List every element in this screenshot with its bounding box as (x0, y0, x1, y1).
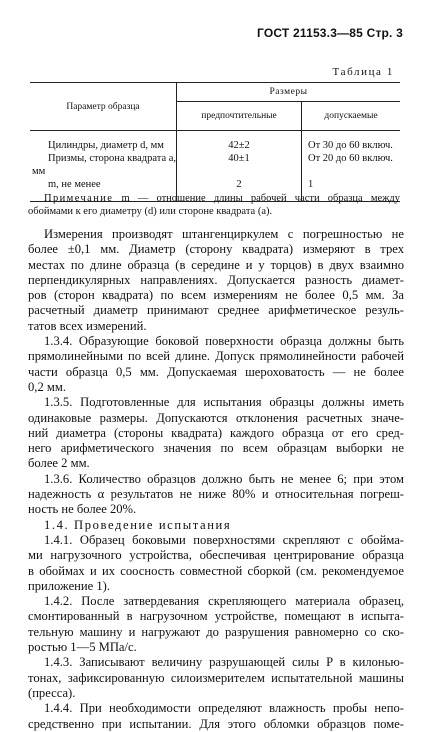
body-line: 1.4.1. Образец боковыми поверхностями скрепляют с обойма- (44, 532, 404, 547)
allowed-value: От 20 до 60 включ. (308, 153, 393, 164)
body-line: более 2 мм. (28, 456, 90, 471)
body-line: 1.4.3. Записывают величину разрушающей силы P в килонью- (44, 655, 404, 670)
body-line: него арифметического значения по всем образцам выборки не (28, 441, 404, 456)
param-line: Цилиндры, диаметр d, мм (48, 140, 164, 151)
sizes-column-header: Размеры (177, 83, 400, 102)
preferred-value (177, 165, 301, 178)
body-line: в обоймах и их соосность совместной сборкой (см. рекомендуемое (28, 563, 404, 578)
allowed-value: От 30 до 60 включ. (308, 140, 393, 151)
body-line: ростью 1—5 МПа/с. (28, 640, 137, 655)
body-line: приложение 1). (28, 578, 111, 593)
body-line: ров (сторон квадрата) по всем измерениям не более 0,5 мм. За (28, 288, 404, 303)
table-row (30, 131, 400, 202)
allowed-value (308, 165, 400, 178)
body-line: части образца 0,5 мм. Допускаемая шероховатость — не более (28, 364, 404, 379)
body-line: местах по длине образца (в середине и у торцов) в двух взаимно (28, 257, 404, 272)
param-cell (30, 131, 177, 202)
param-line: Призмы, сторона квадрата a, (48, 153, 177, 164)
body-line: прямолинейными по всей длине. Допуск прямолинейности рабочей (28, 349, 404, 364)
allowed-column-header: допускаемые (302, 102, 400, 131)
body-line: тельную машину и нагружают до разрушения равномерно со ско- (28, 624, 404, 639)
preferred-value: 40±1 (228, 153, 250, 164)
page-header: ГОСТ 21153.3—85 Стр. 3 (256, 26, 403, 40)
table-caption: Таблица 1 (332, 66, 394, 78)
parameters-table (30, 82, 400, 202)
body-line: расчетный диаметр принимают среднее арифметическое резуль- (28, 303, 404, 318)
note-text: m — отношение длины рабочей части образца между (121, 193, 400, 204)
body-line: средственно при испытании. Для этого обломки образцов поме- (28, 716, 404, 731)
table-note (28, 192, 400, 218)
body-line: (пресса). (28, 685, 76, 700)
body-line: надежность α результатов не ниже 80% и относительная погреш- (28, 487, 404, 502)
body-line: 1.3.6. Количество образцов должно быть не менее 6; при этом (44, 471, 404, 486)
body-line: 1.3.5. Подготовленные для испытания образцы должны иметь (44, 395, 404, 410)
body-line: одинаковые размеры. Допускаются отклонения расчетных значе- (28, 410, 404, 425)
body-line: смонтированный в нагрузочном устройстве, помещают в испыта- (28, 609, 404, 624)
preferred-cell (177, 131, 302, 202)
body-line: 1.4.4. При необходимости определяют влажность пробы непо- (44, 701, 404, 716)
body-line: перпендикулярных направлениях. Допускается разность диамет- (28, 272, 404, 287)
allowed-cell (302, 131, 400, 202)
preferred-column-header: предпочтительные (177, 102, 302, 131)
body-line: тонах, зафиксированную силоизмерителем испытательной машины (28, 670, 404, 685)
body-line: ний диаметра (стороны квадрата) каждого образца от его сред- (28, 425, 404, 440)
body-line: 1.3.4. Образующие боковой поверхности образца должны быть (44, 334, 404, 349)
note-label: Примечание (44, 193, 114, 204)
body-line: татов всех измерений. (28, 318, 147, 333)
param-line: мм (32, 166, 46, 177)
body-line: 0,2 мм. (28, 379, 66, 394)
param-column-header: Параметр образца (30, 83, 177, 131)
note-text: обоймами к его диаметру (d) или стороне квадрата (a). (28, 206, 273, 217)
body-line: более ±0,1 мм. Диаметр (сторону квадрата) измеряют в трех (28, 242, 404, 257)
allowed-value: 1 (308, 179, 314, 190)
body-line: Измерения производят штангенциркулем с погрешностью не (44, 227, 404, 241)
body-line: 1.4.2. После затвердевания скрепляющего материала образец, (44, 594, 404, 609)
body-line: ность не более 20%. (28, 502, 137, 517)
preferred-value: 42±2 (228, 140, 250, 151)
param-line: m, не менее (48, 179, 101, 190)
preferred-value: 2 (236, 179, 242, 190)
body-line: 1.4. Проведение испытания (44, 517, 232, 532)
body-line: ми нагрузочного устройства, обеспечивая центрирование образца (28, 548, 404, 563)
body-text (28, 227, 404, 732)
